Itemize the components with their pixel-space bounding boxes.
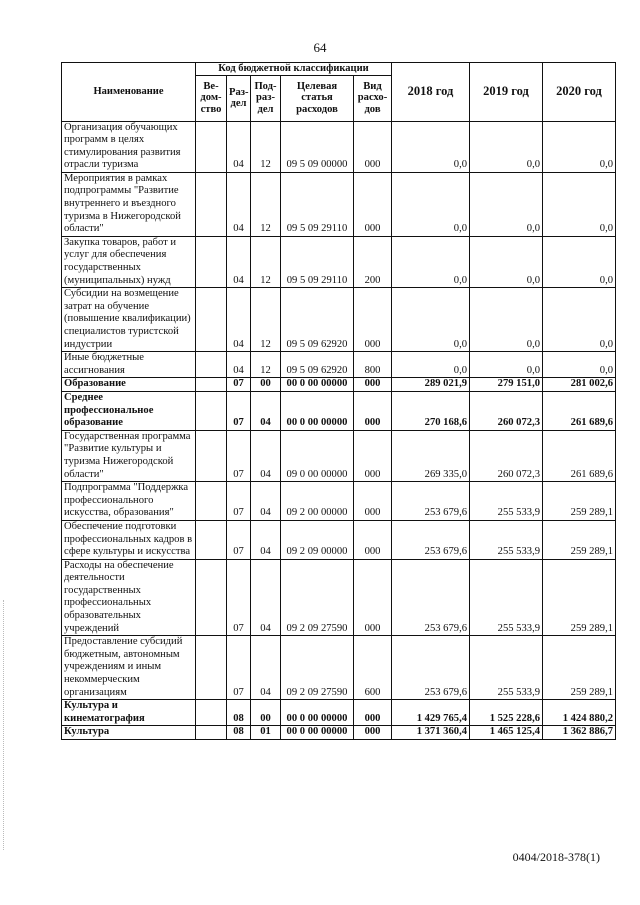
cell-2020: 281 002,6 [543, 378, 616, 392]
cell-2020: 261 689,6 [543, 430, 616, 481]
cell-razdel: 04 [227, 172, 251, 236]
cell-vid: 000 [354, 700, 392, 726]
cell-name: Обеспечение подготовки профессиональных кадров в сфере культуры и искусства [62, 520, 196, 559]
cell-2018: 253 679,6 [392, 636, 470, 700]
document-code: 0404/2018-378(1) [512, 850, 600, 864]
cell-2018: 270 168,6 [392, 391, 470, 430]
cell-vedomstvo [196, 391, 227, 430]
header-code-group: Код бюджетной классификации [196, 63, 392, 76]
table-row [62, 352, 616, 378]
cell-2020: 0,0 [543, 352, 616, 378]
cell-razdel: 07 [227, 378, 251, 392]
cell-2018: 0,0 [392, 236, 470, 287]
budget-body [62, 121, 616, 740]
header-razdel: Раз-дел [227, 75, 251, 121]
cell-2018: 253 679,6 [392, 482, 470, 521]
cell-vedomstvo [196, 236, 227, 287]
cell-2019: 260 072,3 [470, 391, 543, 430]
cell-2020: 1 362 886,7 [543, 726, 616, 740]
cell-2019: 260 072,3 [470, 430, 543, 481]
scan-edge [3, 600, 5, 850]
cell-razdel: 07 [227, 520, 251, 559]
cell-vedomstvo [196, 430, 227, 481]
cell-vid: 200 [354, 236, 392, 287]
cell-target: 00 0 00 00000 [281, 391, 354, 430]
cell-2019: 255 533,9 [470, 520, 543, 559]
cell-name: Среднее профессиональное образование [62, 391, 196, 430]
table-row [62, 172, 616, 236]
cell-vedomstvo [196, 559, 227, 636]
cell-vedomstvo [196, 482, 227, 521]
header-vedomstvo: Ве-дом-ство [196, 75, 227, 121]
cell-vid: 600 [354, 636, 392, 700]
cell-podrazdel: 04 [251, 520, 281, 559]
cell-name: Культура и кинематография [62, 700, 196, 726]
cell-target: 00 0 00 00000 [281, 700, 354, 726]
cell-vid: 000 [354, 520, 392, 559]
cell-2020: 259 289,1 [543, 559, 616, 636]
cell-podrazdel: 04 [251, 391, 281, 430]
table-row [62, 726, 616, 740]
cell-2018: 0,0 [392, 172, 470, 236]
cell-target: 09 0 00 00000 [281, 430, 354, 481]
cell-2020: 259 289,1 [543, 520, 616, 559]
cell-podrazdel: 12 [251, 172, 281, 236]
cell-razdel: 07 [227, 482, 251, 521]
cell-podrazdel: 00 [251, 700, 281, 726]
cell-podrazdel: 04 [251, 636, 281, 700]
cell-2018: 253 679,6 [392, 559, 470, 636]
cell-razdel: 08 [227, 726, 251, 740]
cell-name: Иные бюджетные ассигнования [62, 352, 196, 378]
cell-2020: 259 289,1 [543, 482, 616, 521]
table-row [62, 378, 616, 392]
cell-2018: 253 679,6 [392, 520, 470, 559]
table-row [62, 520, 616, 559]
cell-2019: 0,0 [470, 352, 543, 378]
cell-2020: 0,0 [543, 236, 616, 287]
cell-2019: 0,0 [470, 172, 543, 236]
header-vid: Вид расхо-дов [354, 75, 392, 121]
cell-target: 09 5 09 62920 [281, 352, 354, 378]
cell-razdel: 04 [227, 352, 251, 378]
cell-target: 09 2 00 00000 [281, 482, 354, 521]
table-row [62, 482, 616, 521]
cell-vid: 000 [354, 559, 392, 636]
cell-name: Мероприятия в рамках подпрограммы "Развитие внутреннего и въездного туризма в Нижегородской области" [62, 172, 196, 236]
cell-target: 09 5 09 29110 [281, 236, 354, 287]
cell-vid: 000 [354, 172, 392, 236]
header-year-2020: 2020 год [543, 63, 616, 122]
header-target: Целевая статья расходов [281, 75, 354, 121]
table-row [62, 559, 616, 636]
cell-2019: 1 525 228,6 [470, 700, 543, 726]
cell-vid: 800 [354, 352, 392, 378]
cell-2018: 0,0 [392, 352, 470, 378]
cell-razdel: 07 [227, 636, 251, 700]
cell-name: Закупка товаров, работ и услуг для обеспечения государственных (муниципальных) нужд [62, 236, 196, 287]
cell-vedomstvo [196, 172, 227, 236]
header-row-top [62, 63, 616, 76]
cell-podrazdel: 04 [251, 482, 281, 521]
cell-name: Предоставление субсидий бюджетным, автономным учреждениям и иным некоммерческим организациям [62, 636, 196, 700]
cell-podrazdel: 00 [251, 378, 281, 392]
cell-vedomstvo [196, 288, 227, 352]
table-row [62, 391, 616, 430]
cell-2019: 279 151,0 [470, 378, 543, 392]
cell-vedomstvo [196, 700, 227, 726]
cell-name: Культура [62, 726, 196, 740]
cell-vid: 000 [354, 726, 392, 740]
cell-target: 09 2 09 27590 [281, 636, 354, 700]
cell-2018: 289 021,9 [392, 378, 470, 392]
table-row [62, 236, 616, 287]
cell-2020: 261 689,6 [543, 391, 616, 430]
header-year-2019: 2019 год [470, 63, 543, 122]
cell-vedomstvo [196, 636, 227, 700]
cell-name: Организация обучающих программ в целях стимулирования развития отрасли туризма [62, 121, 196, 172]
cell-2019: 0,0 [470, 236, 543, 287]
cell-razdel: 07 [227, 559, 251, 636]
cell-podrazdel: 04 [251, 430, 281, 481]
cell-podrazdel: 12 [251, 121, 281, 172]
cell-vid: 000 [354, 378, 392, 392]
cell-podrazdel: 12 [251, 352, 281, 378]
page-number: 64 [313, 40, 327, 55]
header-year-2018: 2018 год [392, 63, 470, 122]
cell-podrazdel: 12 [251, 288, 281, 352]
cell-2020: 259 289,1 [543, 636, 616, 700]
cell-vid: 000 [354, 288, 392, 352]
cell-2019: 0,0 [470, 121, 543, 172]
cell-target: 09 5 09 00000 [281, 121, 354, 172]
cell-target: 00 0 00 00000 [281, 378, 354, 392]
cell-vid: 000 [354, 121, 392, 172]
cell-2019: 255 533,9 [470, 559, 543, 636]
cell-razdel: 04 [227, 236, 251, 287]
cell-target: 00 0 00 00000 [281, 726, 354, 740]
cell-razdel: 04 [227, 121, 251, 172]
cell-2018: 0,0 [392, 288, 470, 352]
cell-2018: 0,0 [392, 121, 470, 172]
table-row [62, 636, 616, 700]
cell-razdel: 08 [227, 700, 251, 726]
cell-vid: 000 [354, 391, 392, 430]
cell-2020: 1 424 880,2 [543, 700, 616, 726]
cell-podrazdel: 12 [251, 236, 281, 287]
table-row [62, 430, 616, 481]
cell-target: 09 5 09 62920 [281, 288, 354, 352]
cell-target: 09 5 09 29110 [281, 172, 354, 236]
cell-target: 09 2 09 00000 [281, 520, 354, 559]
cell-razdel: 07 [227, 391, 251, 430]
cell-name: Образование [62, 378, 196, 392]
cell-2018: 1 371 360,4 [392, 726, 470, 740]
cell-vedomstvo [196, 352, 227, 378]
budget-table [61, 62, 616, 740]
cell-podrazdel: 01 [251, 726, 281, 740]
cell-vid: 000 [354, 430, 392, 481]
cell-name: Государственная программа "Развитие культуры и туризма Нижегородской области" [62, 430, 196, 481]
cell-vedomstvo [196, 520, 227, 559]
cell-2018: 269 335,0 [392, 430, 470, 481]
cell-name: Подпрограмма "Поддержка профессионального искусства, образования" [62, 482, 196, 521]
cell-razdel: 07 [227, 430, 251, 481]
cell-vedomstvo [196, 726, 227, 740]
cell-2020: 0,0 [543, 121, 616, 172]
cell-vedomstvo [196, 378, 227, 392]
cell-2019: 1 465 125,4 [470, 726, 543, 740]
cell-razdel: 04 [227, 288, 251, 352]
cell-vedomstvo [196, 121, 227, 172]
cell-2020: 0,0 [543, 172, 616, 236]
cell-2019: 0,0 [470, 288, 543, 352]
cell-name: Расходы на обеспечение деятельности государственных профессиональных образовательных учреждений [62, 559, 196, 636]
cell-2018: 1 429 765,4 [392, 700, 470, 726]
table-row [62, 700, 616, 726]
table-row [62, 288, 616, 352]
cell-2020: 0,0 [543, 288, 616, 352]
cell-vid: 000 [354, 482, 392, 521]
cell-target: 09 2 09 27590 [281, 559, 354, 636]
header-podrazdel: Под-раз-дел [251, 75, 281, 121]
cell-2019: 255 533,9 [470, 636, 543, 700]
table-row [62, 121, 616, 172]
cell-2019: 255 533,9 [470, 482, 543, 521]
cell-name: Субсидии на возмещение затрат на обучение (повышение квалификации) специалистов туристской индустрии [62, 288, 196, 352]
header-name: Наименование [62, 63, 196, 122]
cell-podrazdel: 04 [251, 559, 281, 636]
